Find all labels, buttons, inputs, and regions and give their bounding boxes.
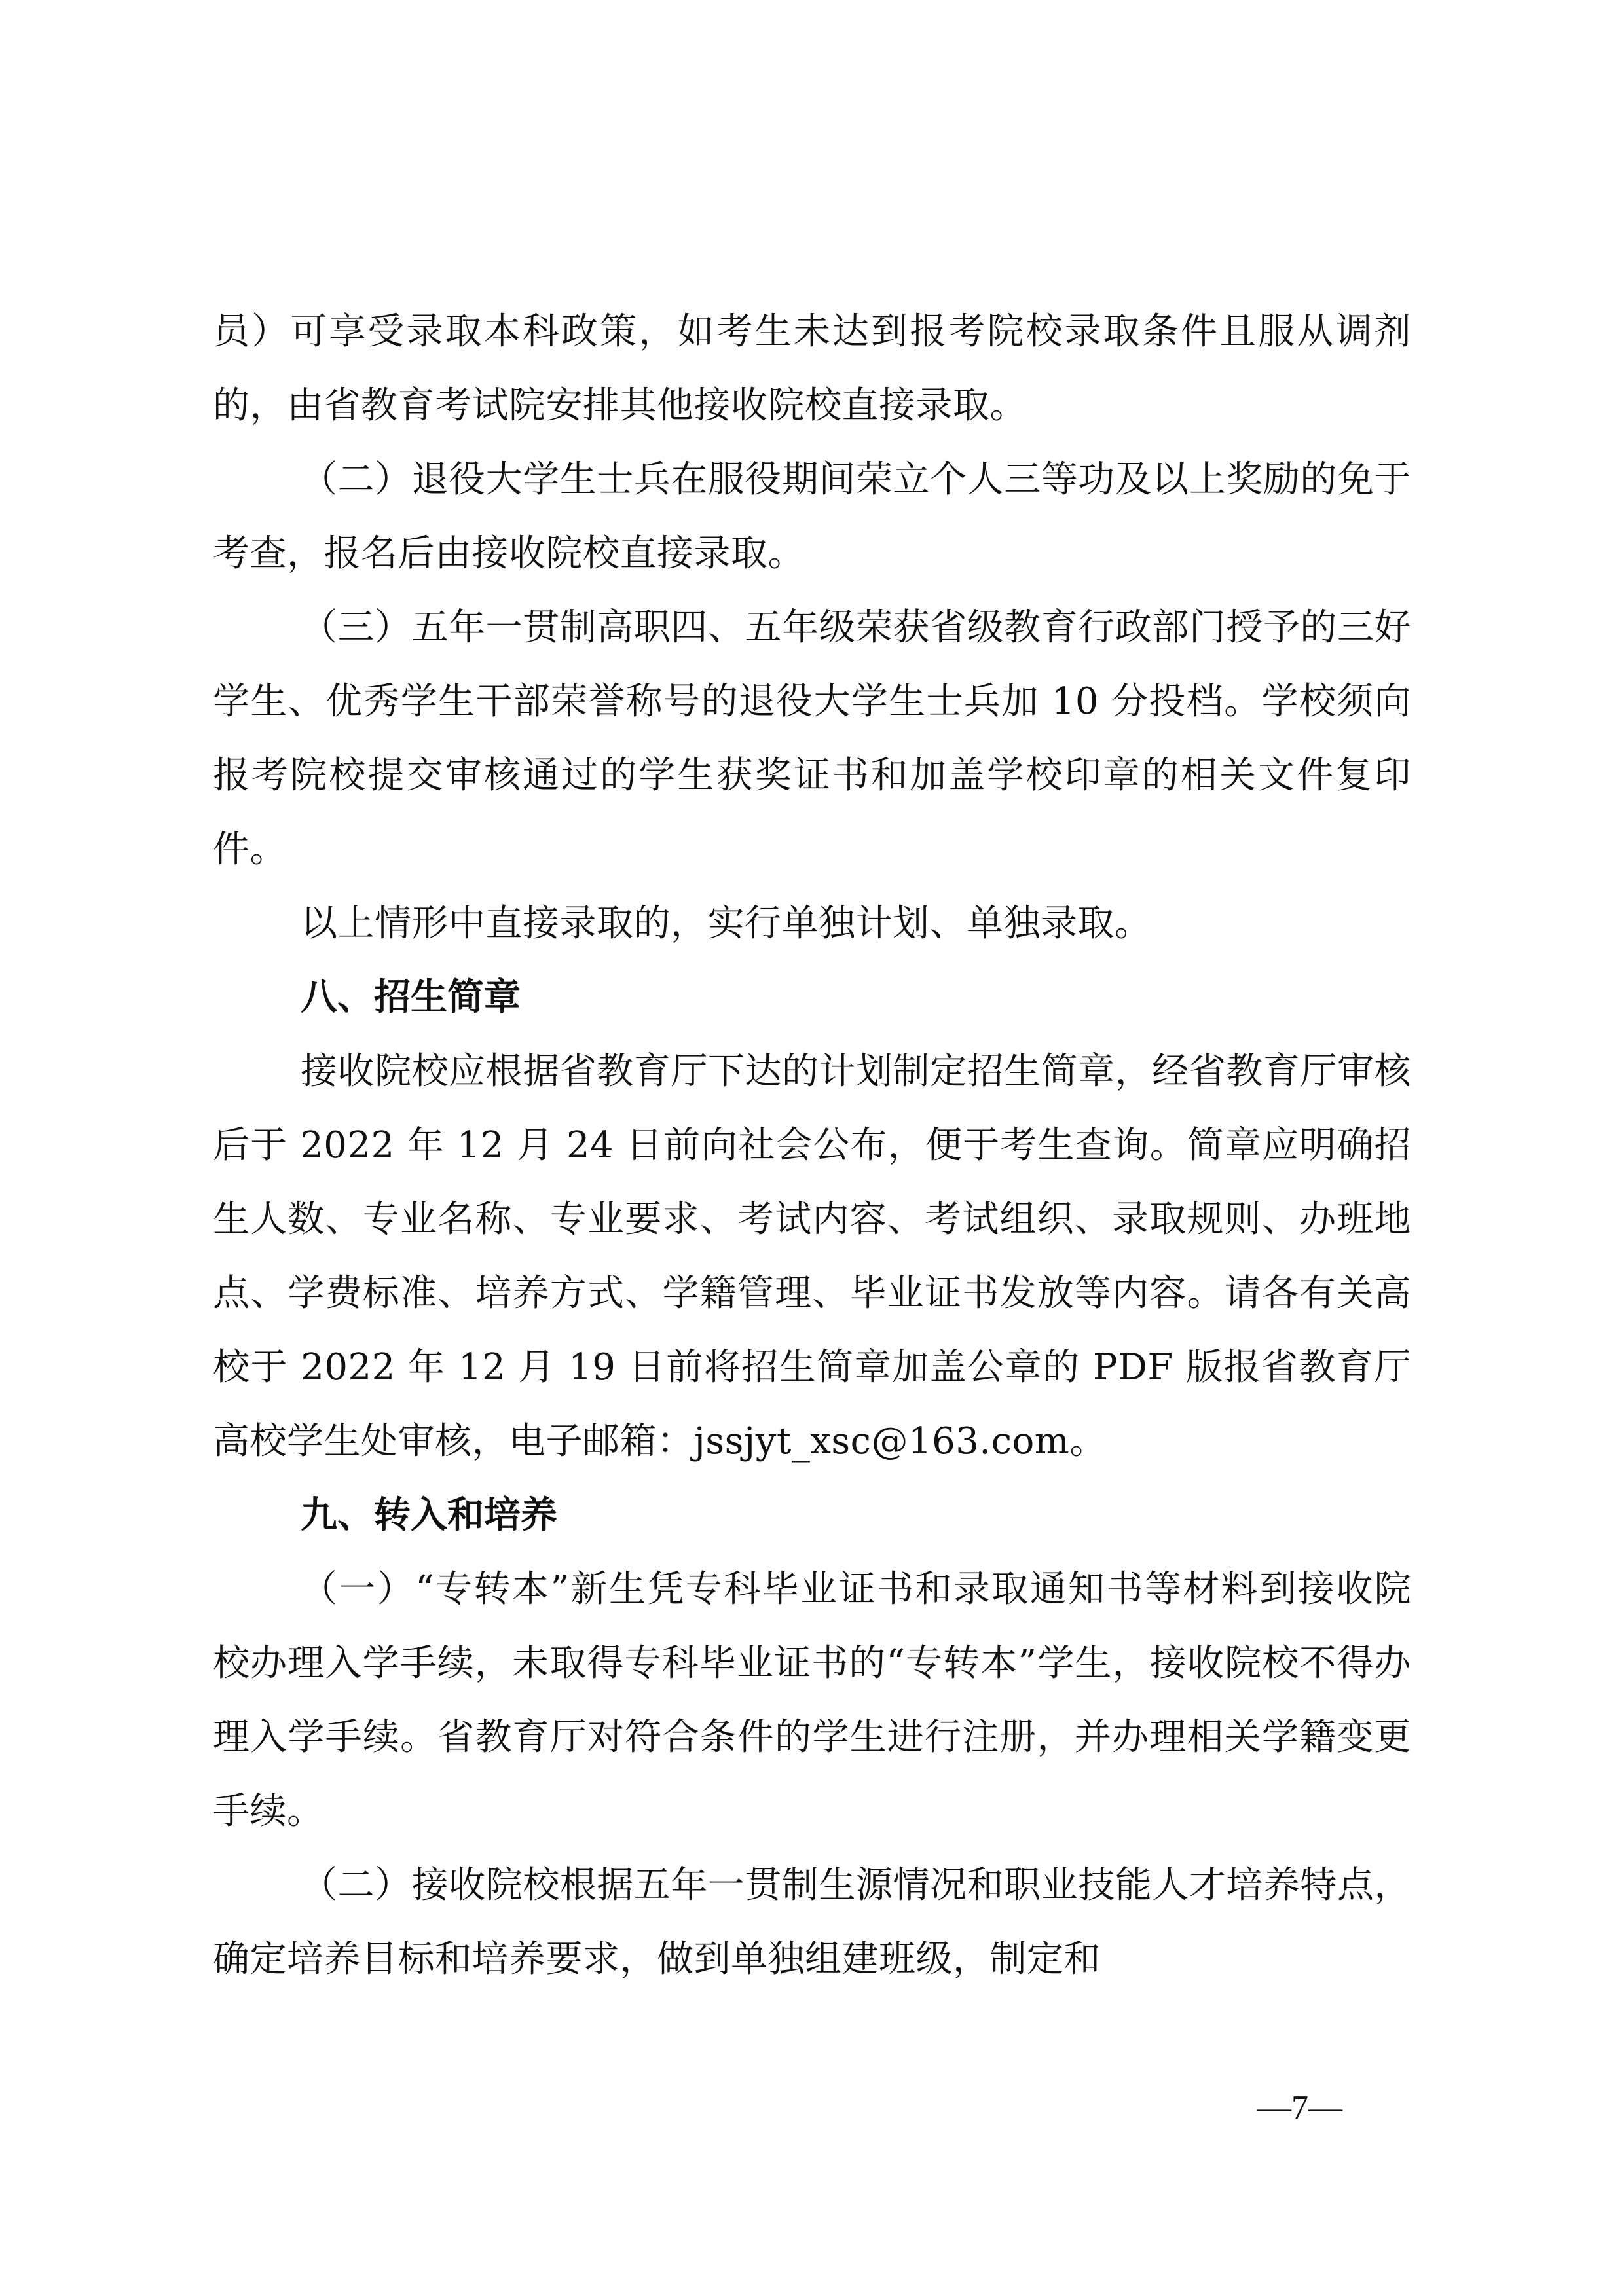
paragraph-continuation: 员）可享受录取本科政策，如考生未达到报考院校录取条件且服从调剂的，由省教育考试院安排其他接收院校直接录取。 (213, 310, 1411, 427)
section-heading-transfer-training: 九、转入和培养 (301, 1494, 557, 1537)
paragraph-item-3-honors-bonus: （三）五年一贯制高职四、五年级荣获省级教育行政部门授予的三好学生、优秀学生干部荣誉称号的退役大学生士兵加 10 分投档。学校须向报考院校提交审核通过的学生获奖证书和加盖学校印章的相关文件复印件。 (213, 606, 1411, 871)
page-number: —7— (1257, 2089, 1342, 2126)
paragraph-item-1-enrollment: （一）“专转本”新生凭专科毕业证书和录取通知书等材料到接收院校办理入学手续，未取得专科毕业证书的“专转本”学生，接收院校不得办理入学手续。省教育厅对符合条件的学生进行注册，并办理相关学籍变更手续。 (213, 1568, 1411, 1832)
paragraph-item-2-veterans-award: （二）退役大学生士兵在服役期间荣立个人三等功及以上奖励的免于考查，报名后由接收院校直接录取。 (213, 458, 1411, 575)
document-body (213, 295, 1411, 1996)
section-heading-admission-brochure: 八、招生简章 (301, 976, 521, 1019)
paragraph-brochure-requirements: 接收院校应根据省教育厅下达的计划制定招生简章，经省教育厅审核后于 2022 年 12 月 24 日前向社会公布，便于考生查询。简章应明确招生人数、专业名称、专业要求、考试内容、考试组织、录取规则、办班地点、学费标准、培养方式、学籍管理、毕业证书发放等内容。请各有关高校于 2022 年 12 月 19 日前将招生简章加盖公章的 PDF 版报省教育厅高校学生处审核，电子邮箱：jssjyt_xsc@163.com。 (213, 1050, 1411, 1463)
paragraph-separate-plan: 以上情形中直接录取的，实行单独计划、单独录取。 (301, 902, 1152, 945)
paragraph-item-2-training: （二）接收院校根据五年一贯制生源情况和职业技能人才培养特点，确定培养目标和培养要求，做到单独组建班级，制定和 (213, 1864, 1411, 1980)
